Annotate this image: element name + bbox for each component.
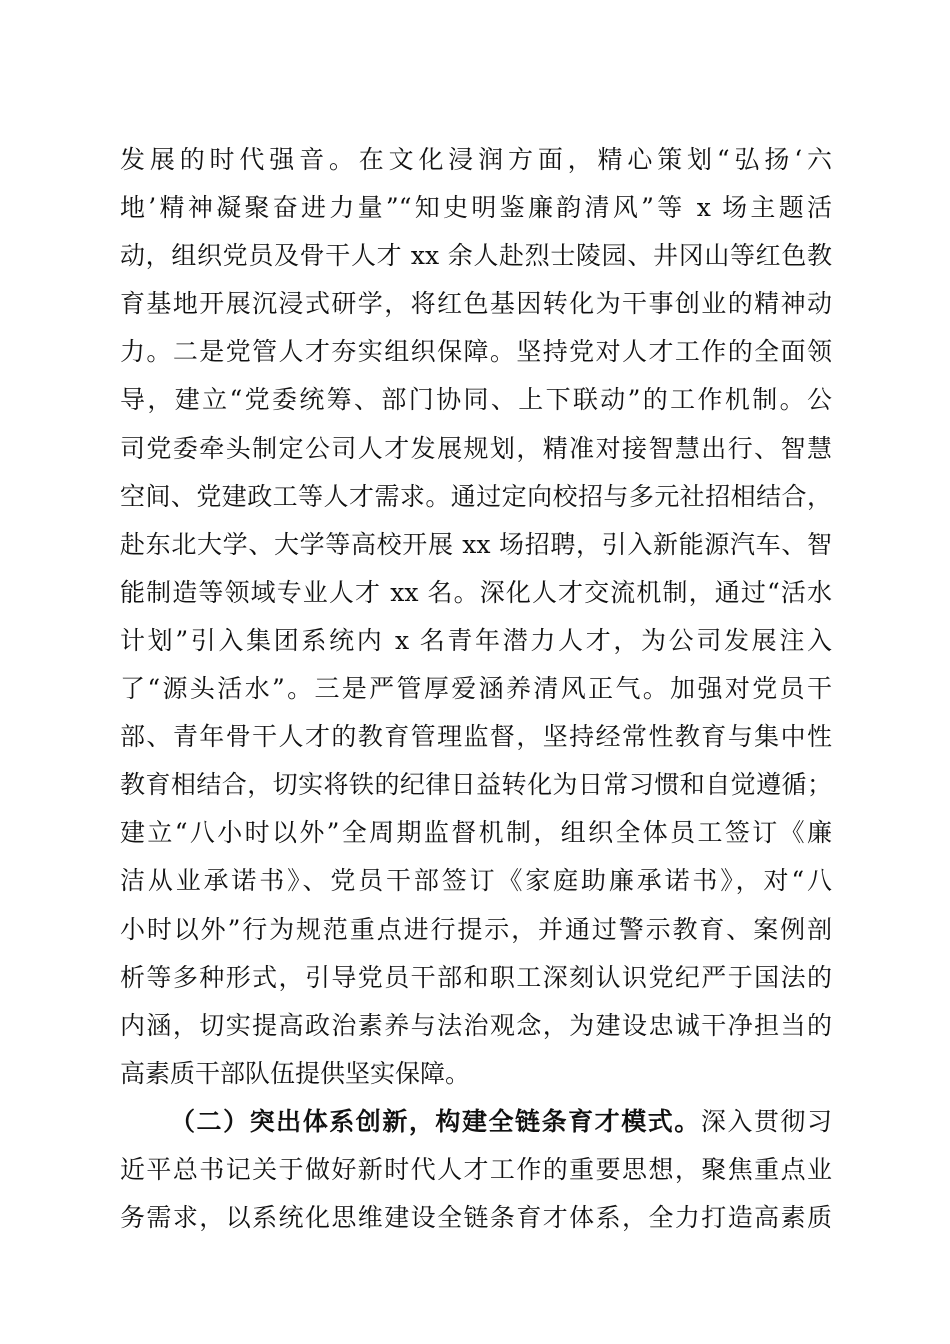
text-line: 能制造等领域专业人才 xx 名。深化人才交流机制，通过“活水 [120, 577, 832, 607]
text-line: 高素质干部队伍提供坚实保障。 [120, 1058, 471, 1088]
heading-line-rest: 深入贯彻习 [700, 1106, 832, 1136]
text-line: 部、青年骨干人才的教育管理监督，坚持经常性教育与集中性 [120, 722, 832, 752]
text-line: 内涵，切实提高政治素养与法治观念，为建设忠诚干净担当的 [120, 1010, 832, 1040]
text-line: 洁从业承诺书》、党员干部签订《家庭助廉承诺书》，对“八 [120, 866, 832, 896]
text-line: 务需求，以系统化思维建设全链条育才体系，全力打造高素质 [120, 1203, 832, 1233]
text-line: 近平总书记关于做好新时代人才工作的重要思想，聚焦重点业 [120, 1154, 832, 1184]
text-line: 空间、党建政工等人才需求。通过定向校招与多元社招相结合， [120, 481, 832, 511]
text-line: 计划”引入集团系统内 x 名青年潜力人才，为公司发展注入 [120, 625, 832, 655]
text-line: 了“源头活水”。三是严管厚爱涵养清风正气。加强对党员干 [120, 674, 832, 704]
paragraph-2 [120, 1098, 832, 1242]
text-line: 地’精神凝聚奋进力量”“知史明鉴廉韵清风”等 x 场主题活 [120, 193, 832, 223]
text-line: 赴东北大学、大学等高校开展 xx 场招聘，引入新能源汽车、智 [120, 529, 832, 559]
text-line: 司党委牵头制定公司人才发展规划，精准对接智慧出行、智慧 [120, 433, 832, 463]
text-line [120, 1098, 832, 1146]
paragraph-1 [120, 136, 832, 1098]
text-line: 力。二是党管人才夯实组织保障。坚持党对人才工作的全面领 [120, 337, 832, 367]
text-line: 育基地开展沉浸式研学，将红色基因转化为干事创业的精神动 [120, 289, 832, 319]
text-line: 导，建立“党委统筹、部门协同、上下联动”的工作机制。公 [120, 385, 832, 415]
text-line: 析等多种形式，引导党员干部和职工深刻认识党纪严于国法的 [120, 962, 832, 992]
text-line: 教育相结合，切实将铁的纪律日益转化为日常习惯和自觉遵循； [120, 770, 832, 800]
text-line: 发展的时代强音。在文化浸润方面，精心策划“弘扬‘六 [120, 145, 832, 174]
section-heading: （二）突出体系创新，构建全链条育才模式。 [170, 1106, 701, 1136]
text-line: 建立“八小时以外”全周期监督机制，组织全体员工签订《廉 [120, 818, 832, 848]
text-line: 小时以外”行为规范重点进行提示，并通过警示教育、案例剖 [120, 914, 832, 944]
document-body [120, 136, 832, 1242]
text-line: 动，组织党员及骨干人才 xx 余人赴烈士陵园、井冈山等红色教 [120, 241, 832, 271]
